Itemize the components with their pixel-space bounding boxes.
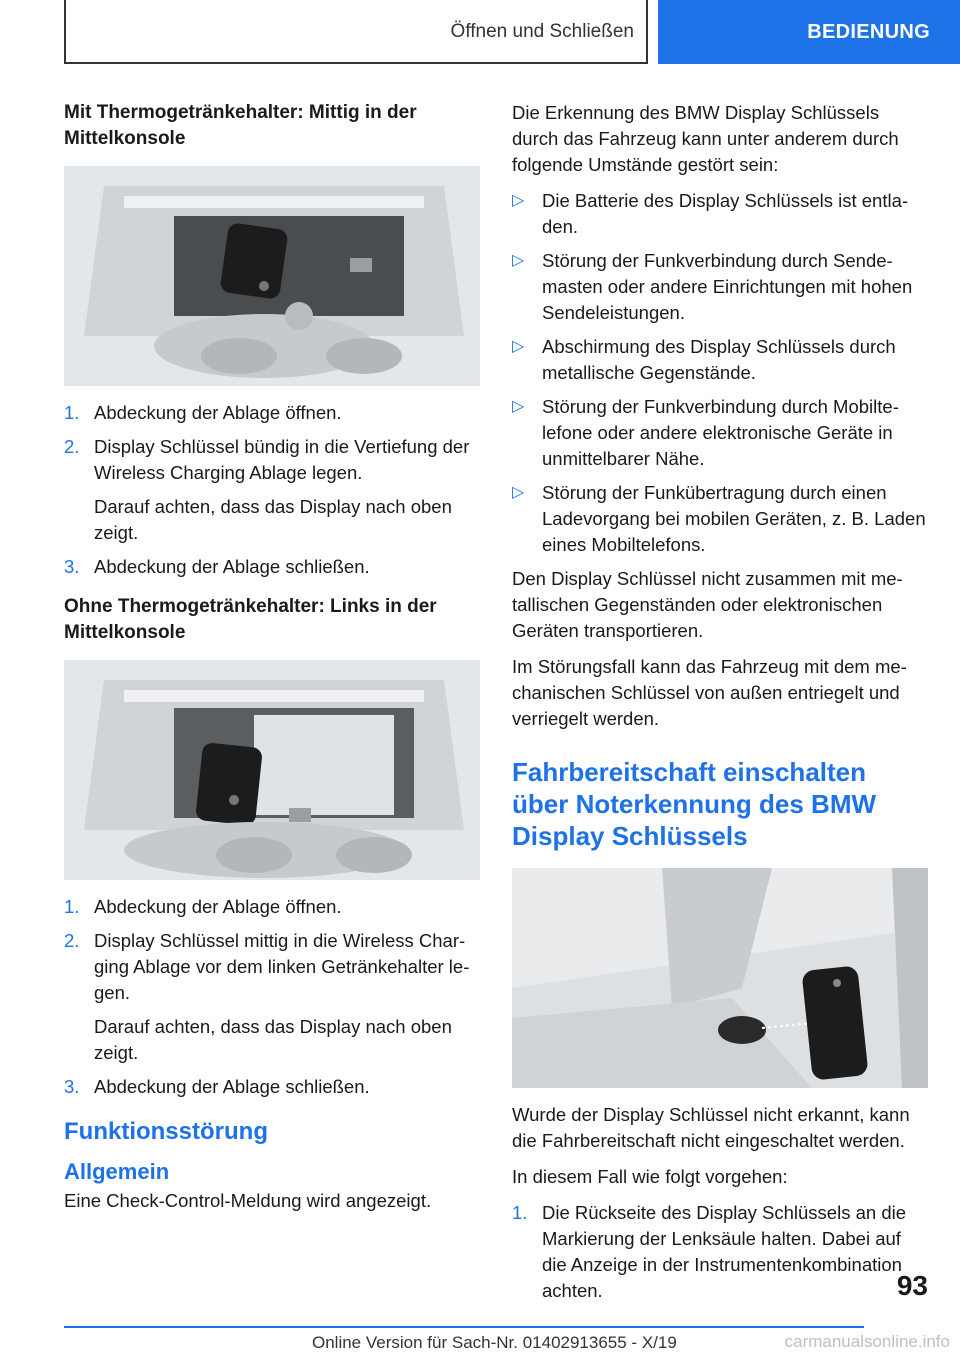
right-column	[512, 100, 928, 1318]
procedure-intro: In diesem Fall wie folgt vorgehen:	[512, 1166, 788, 1187]
step-text: Die Rückseite des Display Schlüssels an die Markierung der Lenksäule halten. Dabei auf die Anzeige in der Instrumentenkombination achten.	[542, 1202, 907, 1301]
list-item	[512, 394, 928, 472]
step-number: 2.	[64, 930, 80, 951]
list-item	[512, 248, 928, 326]
list-item	[64, 894, 480, 920]
section-title: Öffnen und Schließen	[450, 21, 634, 42]
bullet-text: Abschirmung des Display Schlüssels durch metallische Gegenstände.	[542, 336, 896, 383]
step-note: Darauf achten, dass das Display nach oben zeigt.	[94, 1016, 452, 1063]
heading-with-cupholder: Mit Thermogetränkehalter: Mittig in der Mittelkonsole	[64, 102, 417, 149]
heading-without-cupholder: Ohne Thermogetränkehalter: Links in der Mittelkonsole	[64, 596, 437, 643]
list-item	[64, 928, 480, 1066]
online-version-note: Online Version für Sach-Nr. 01402913655 - X/19	[312, 1333, 677, 1352]
section-heading-malfunction: Funktionsstörung	[64, 1118, 268, 1145]
steps-list-2	[64, 894, 480, 1100]
transport-paragraph: Den Display Schlüssel nicht zusammen mit metallischen Gegenständen oder elektronischen Geräten transportieren.	[512, 568, 903, 641]
list-item	[512, 1200, 928, 1304]
step-number: 1.	[512, 1202, 528, 1223]
bullet-text: Störung der Funkverbindung durch Sendemasten oder andere Einrichtungen mit hohen Sendeleistungen.	[542, 250, 913, 323]
triangle-bullet-icon: ▷	[512, 484, 525, 501]
step-text: Abdeckung der Ablage öffnen.	[94, 896, 342, 917]
triangle-bullet-icon: ▷	[512, 398, 525, 415]
bullet-text: Die Batterie des Display Schlüssels ist entladen.	[542, 190, 909, 237]
intro-paragraph: Die Erkennung des BMW Display Schlüssels durch das Fahrzeug kann unter anderem durch folgende Umstände gestört sein:	[512, 102, 899, 175]
step-number: 1.	[64, 896, 80, 917]
triangle-bullet-icon: ▷	[512, 192, 525, 209]
console-illustration-icon	[64, 166, 480, 386]
list-item	[64, 554, 480, 580]
list-item	[512, 334, 928, 386]
console-illustration-icon	[64, 660, 480, 880]
steps-list-1	[64, 400, 480, 580]
step-number: 3.	[64, 1076, 80, 1097]
list-item	[64, 400, 480, 426]
step-text: Display Schlüssel bündig in die Vertiefung der Wireless Charging Ablage legen.	[94, 436, 470, 483]
not-recognized-paragraph: Wurde der Display Schlüssel nicht erkannt, kann die Fahrbereitschaft nicht eingeschaltet werden.	[512, 1104, 910, 1151]
section-heading-emergency: Fahrbereitschaft einschalten über Noterkennung des BMW Display Schlüssels	[512, 757, 877, 851]
step-number: 3.	[64, 556, 80, 577]
step-number: 2.	[64, 436, 80, 457]
bullet-text: Störung der Funkübertragung durch einen Ladevorgang bei mobilen Geräten, z. B. Laden eines Mobiltelefons.	[542, 482, 926, 555]
subsection-heading-general: Allgemein	[64, 1159, 170, 1184]
emergency-steps-list	[512, 1200, 928, 1304]
fallback-paragraph: Im Störungsfall kann das Fahrzeug mit dem mechanischen Schlüssel von außen entriegelt und verriegelt werden.	[512, 656, 907, 729]
bullet-text: Störung der Funkverbindung durch Mobiltelefone oder andere elektronische Geräte in unmittelbarer Nähe.	[542, 396, 899, 469]
triangle-bullet-icon: ▷	[512, 338, 525, 355]
step-number: 1.	[64, 402, 80, 423]
step-text: Abdeckung der Ablage öffnen.	[94, 402, 342, 423]
page-number: 93	[896, 1270, 928, 1301]
step-text: Display Schlüssel mittig in die Wireless Charging Ablage vor dem linken Getränkehalter legen.	[94, 930, 470, 1003]
step-text: Abdeckung der Ablage schließen.	[94, 1076, 370, 1097]
watermark: carmanualsonline.info	[784, 1332, 950, 1351]
chapter-badge: BEDIENUNG	[658, 0, 960, 64]
step-note: Darauf achten, dass das Display nach oben zeigt.	[94, 496, 452, 543]
steering-column-illustration-icon	[512, 868, 928, 1088]
step-text: Abdeckung der Ablage schließen.	[94, 556, 370, 577]
left-column	[64, 100, 480, 1224]
steering-column-photo	[512, 868, 928, 1088]
list-item	[512, 480, 928, 558]
center-console-photo-2	[64, 660, 480, 880]
disturbance-list	[512, 188, 928, 558]
list-item	[64, 434, 480, 546]
footer-divider	[64, 1326, 864, 1328]
list-item	[64, 1074, 480, 1100]
triangle-bullet-icon: ▷	[512, 252, 525, 269]
center-console-photo-1	[64, 166, 480, 386]
general-text: Eine Check-Control-Meldung wird angezeigt.	[64, 1190, 432, 1211]
list-item	[512, 188, 928, 240]
